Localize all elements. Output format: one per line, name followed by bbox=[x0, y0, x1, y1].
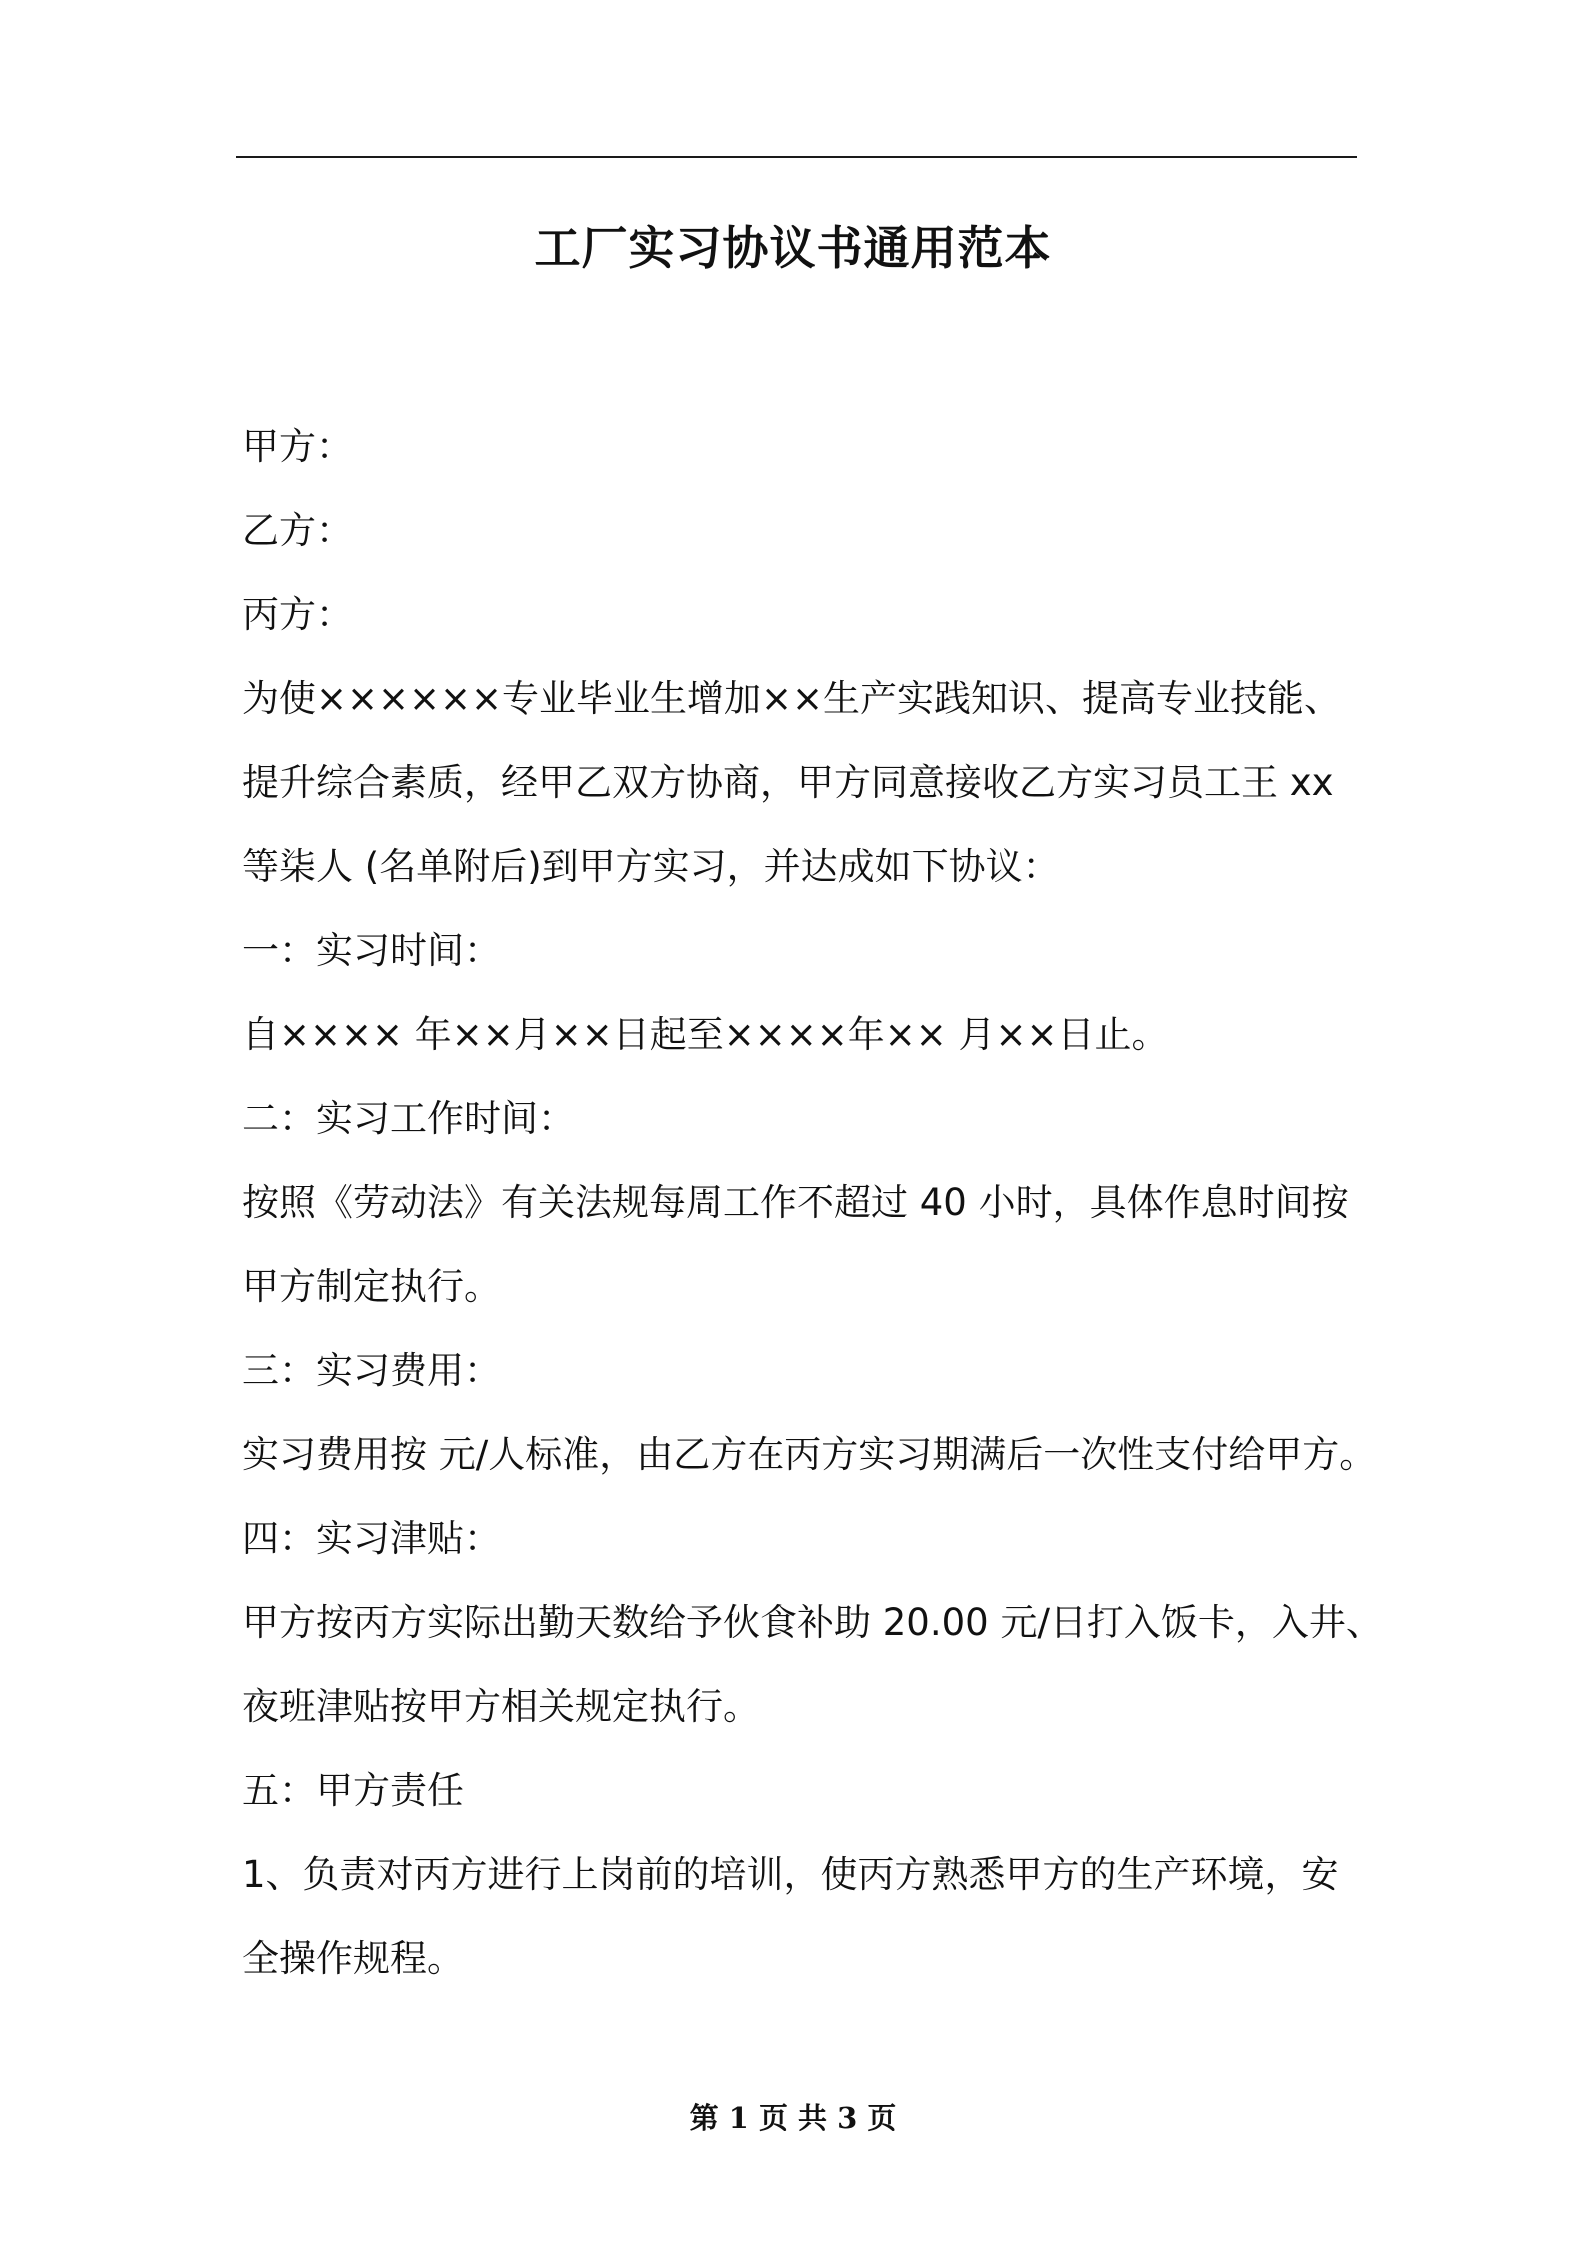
section-heading-3: 三：实习费用： bbox=[242, 1349, 501, 1392]
header-rule bbox=[236, 156, 1357, 158]
body-line: 夜班津贴按甲方相关规定执行。 bbox=[242, 1685, 760, 1728]
body-line: 为使××××××专业毕业生增加××生产实践知识、提高专业技能、 bbox=[242, 677, 1342, 720]
section-heading-5: 五：甲方责任 bbox=[242, 1769, 464, 1812]
body-line: 甲方按丙方实际出勤天数给予伙食补助 20.00 元/日打入饭卡，入井、 bbox=[242, 1601, 1383, 1644]
document-title: 工厂实习协议书通用范本 bbox=[534, 221, 1052, 275]
section-heading-1: 一：实习时间： bbox=[242, 929, 501, 972]
section-heading-4: 四：实习津贴： bbox=[242, 1517, 501, 1560]
body-line: 实习费用按 元/人标准，由乙方在丙方实习期满后一次性支付给甲方。 bbox=[242, 1433, 1377, 1476]
body-line: 自×××× 年××月××日起至××××年×× 月××日止。 bbox=[242, 1013, 1169, 1056]
page-number-footer: 第 1 页 共 3 页 bbox=[689, 2101, 897, 2135]
party-a-line: 甲方： bbox=[242, 425, 353, 468]
document-body bbox=[242, 405, 1382, 2001]
body-line: 提升综合素质，经甲乙双方协商，甲方同意接收乙方实习员工王 xx bbox=[242, 761, 1334, 804]
body-line: 甲方制定执行。 bbox=[242, 1265, 501, 1308]
body-line: 按照《劳动法》有关法规每周工作不超过 40 小时，具体作息时间按 bbox=[242, 1181, 1349, 1224]
party-c-line: 丙方： bbox=[242, 593, 353, 636]
section-heading-2: 二：实习工作时间： bbox=[242, 1097, 575, 1140]
body-line: 1、负责对丙方进行上岗前的培训，使丙方熟悉甲方的生产环境，安 bbox=[242, 1853, 1339, 1896]
body-line: 全操作规程。 bbox=[242, 1937, 464, 1980]
body-line: 等柒人 (名单附后)到甲方实习，并达成如下协议： bbox=[242, 845, 1060, 888]
party-b-line: 乙方： bbox=[242, 509, 353, 552]
